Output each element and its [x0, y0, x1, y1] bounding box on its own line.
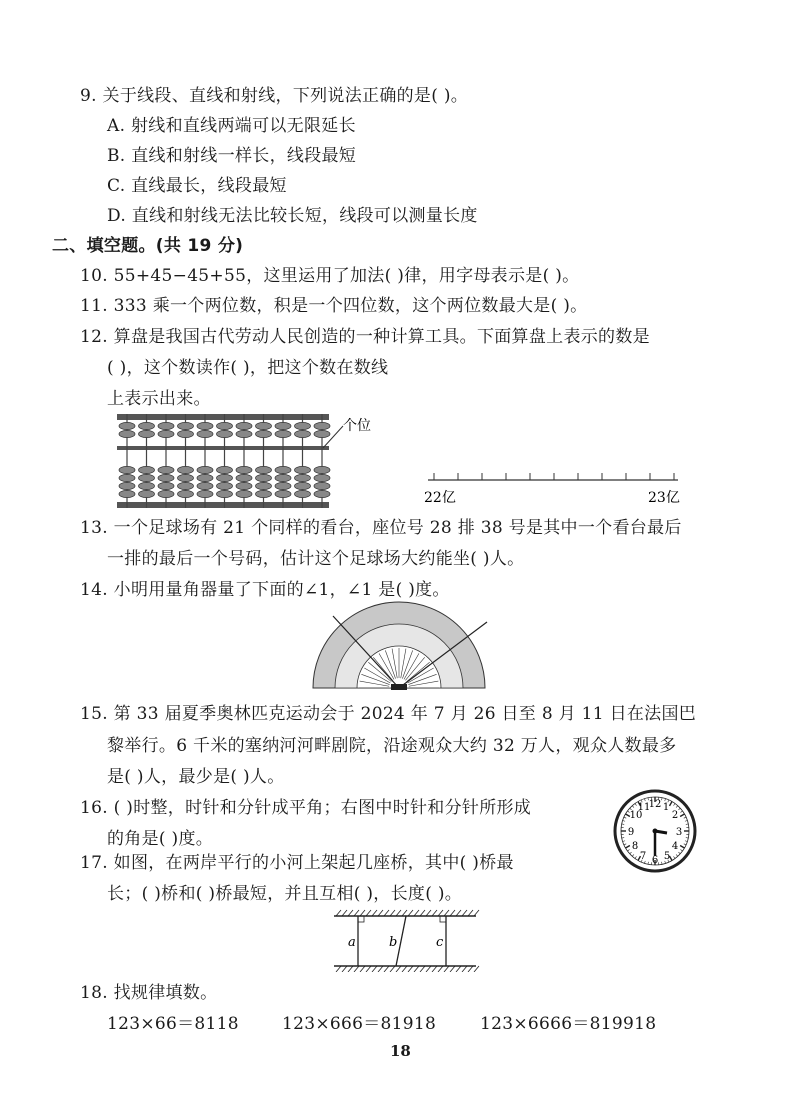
abacus-bead	[119, 422, 135, 429]
abacus-bead	[236, 482, 252, 489]
abacus-bead	[236, 474, 252, 481]
q9-stem: 9. 关于线段、直线和射线，下列说法正确的是( )。	[80, 86, 469, 106]
hatch-mark	[450, 966, 455, 972]
abacus-bead	[139, 474, 155, 481]
abacus-bead	[197, 466, 213, 473]
hatch-mark	[444, 910, 449, 916]
bridge-figure	[330, 908, 480, 972]
abacus-bead	[275, 482, 291, 489]
abacus-bead	[139, 422, 155, 429]
page-number: 18	[390, 1042, 411, 1060]
abacus-bead	[119, 430, 135, 437]
hatch-mark	[456, 966, 461, 972]
abacus-bead	[314, 430, 330, 437]
svg-text:3: 3	[675, 827, 683, 838]
abacus-bead	[236, 466, 252, 473]
abacus-bead	[275, 466, 291, 473]
hatch-mark	[408, 966, 413, 972]
abacus-bead	[256, 430, 272, 437]
hatch-mark	[336, 966, 341, 972]
svg-text:9: 9	[627, 827, 635, 838]
hatch-mark	[390, 966, 395, 972]
abacus-bead	[314, 474, 330, 481]
abacus-bead	[295, 482, 311, 489]
hatch-mark	[384, 966, 389, 972]
abacus-bead	[236, 490, 252, 497]
abacus-bead	[314, 482, 330, 489]
q17-line-1: 17. 如图，在两岸平行的小河上架起几座桥，其中( )桥最	[80, 853, 514, 873]
q11: 11. 333 乘一个两位数，积是一个四位数，这个两位数最大是( )。	[80, 296, 588, 316]
abacus-bead	[217, 474, 233, 481]
abacus-bead	[158, 482, 174, 489]
abacus-bead	[178, 422, 194, 429]
hatch-mark	[450, 910, 455, 916]
hatch-mark	[444, 966, 449, 972]
abacus-bead	[178, 466, 194, 473]
q12-line-2: ( )，这个数读作( )，把这个数在数线	[107, 358, 389, 378]
abacus-bead	[256, 474, 272, 481]
hatch-mark	[366, 910, 371, 916]
abacus-bead	[217, 482, 233, 489]
svg-text:1: 1	[662, 802, 670, 813]
q9-option-a: A. 射线和直线两端可以无限延长	[107, 116, 356, 136]
hatch-mark	[396, 966, 401, 972]
q15-line-2: 黎举行。6 千米的塞纳河河畔剧院，沿途观众大约 32 万人，观众人数最多	[107, 736, 677, 756]
hatch-mark	[354, 910, 359, 916]
abacus-bead	[158, 474, 174, 481]
number-line-right-label: 23亿	[648, 490, 680, 506]
abacus-bead	[178, 490, 194, 497]
q16-line-1: 16. ( )时整，时针和分针成平角；右图中时针和分针所形成	[80, 798, 532, 818]
svg-text:8: 8	[631, 841, 639, 852]
hatch-mark	[372, 910, 377, 916]
abacus-bead	[236, 422, 252, 429]
q10: 10. 55+45−45+55，这里运用了加法( )律，用字母表示是( )。	[80, 266, 580, 286]
hatch-mark	[366, 966, 371, 972]
hatch-mark	[462, 910, 467, 916]
abacus-bead	[217, 422, 233, 429]
clock-figure	[612, 788, 698, 874]
abacus-bead	[139, 490, 155, 497]
svg-text:12: 12	[648, 799, 662, 810]
hatch-mark	[438, 966, 443, 972]
hatch-mark	[414, 966, 419, 972]
hatch-mark	[390, 910, 395, 916]
abacus-bead	[295, 490, 311, 497]
hatch-mark	[414, 910, 419, 916]
q15-line-1: 15. 第 33 届夏季奥林匹克运动会于 2024 年 7 月 26 日至 8 月 11 日在法国巴	[80, 704, 697, 724]
abacus-bead	[158, 430, 174, 437]
abacus-bead	[314, 490, 330, 497]
hatch-mark	[426, 910, 431, 916]
q14: 14. 小明用量角器量了下面的∠1，∠1 是( )度。	[80, 580, 450, 600]
hatch-mark	[408, 910, 413, 916]
q9-option-d: D. 直线和射线无法比较长短，线段可以测量长度	[107, 206, 478, 226]
hatch-mark	[474, 910, 479, 916]
hatch-mark	[336, 910, 341, 916]
hatch-mark	[426, 966, 431, 972]
abacus-bead	[197, 474, 213, 481]
abacus-bead	[295, 466, 311, 473]
hatch-mark	[432, 910, 437, 916]
abacus-bead	[197, 482, 213, 489]
abacus-bead	[217, 466, 233, 473]
q13-line-2: 一排的最后一个号码，估计这个足球场大约能坐( )人。	[107, 549, 525, 569]
q16-line-2: 的角是( )度。	[107, 829, 214, 849]
hatch-mark	[360, 966, 365, 972]
abacus-bead	[275, 490, 291, 497]
abacus-bead	[119, 490, 135, 497]
hatch-mark	[402, 910, 407, 916]
q12-line-3: 上表示出来。	[107, 389, 211, 409]
hatch-mark	[468, 910, 473, 916]
abacus-ones-label: 个位	[343, 418, 371, 434]
hatch-mark	[378, 910, 383, 916]
svg-text:11: 11	[637, 802, 651, 813]
svg-text:10: 10	[629, 810, 643, 821]
abacus-bead	[139, 430, 155, 437]
abacus-bead	[295, 474, 311, 481]
abacus-bead	[197, 430, 213, 437]
hatch-mark	[342, 910, 347, 916]
hatch-mark	[342, 966, 347, 972]
abacus-bead	[197, 422, 213, 429]
hatch-mark	[372, 966, 377, 972]
abacus-beads	[117, 414, 330, 508]
abacus-bead	[256, 490, 272, 497]
hatch-mark	[474, 966, 479, 972]
abacus-bead	[275, 430, 291, 437]
protractor-figure	[305, 600, 505, 695]
abacus-bead	[158, 466, 174, 473]
svg-text:5: 5	[663, 851, 671, 862]
abacus-bead	[119, 466, 135, 473]
abacus-bead	[139, 466, 155, 473]
svg-text:2: 2	[671, 810, 679, 821]
abacus-figure	[115, 412, 380, 512]
q9-option-b: B. 直线和射线一样长，线段最短	[107, 146, 357, 166]
abacus-bead	[295, 422, 311, 429]
hatch-mark	[354, 966, 359, 972]
hatch-mark	[462, 966, 467, 972]
abacus-bead	[217, 490, 233, 497]
abacus-bead	[217, 430, 233, 437]
hatch-mark	[384, 910, 389, 916]
abacus-bead	[178, 482, 194, 489]
bridge-label-b: b	[389, 935, 398, 950]
abacus-bead	[197, 490, 213, 497]
abacus-bead	[256, 422, 272, 429]
abacus-bead	[158, 422, 174, 429]
svg-text:7: 7	[639, 851, 647, 862]
q18-equation-1: 123×66＝8118	[107, 1014, 239, 1034]
hatch-mark	[456, 910, 461, 916]
abacus-bead	[314, 466, 330, 473]
abacus-bead	[256, 482, 272, 489]
q18-equation-3: 123×6666＝819918	[480, 1014, 657, 1034]
hatch-mark	[438, 910, 443, 916]
hatch-mark	[420, 966, 425, 972]
hatch-mark	[420, 910, 425, 916]
section-2-heading: 二、填空题。(共 19 分)	[52, 236, 244, 256]
svg-text:6: 6	[651, 855, 659, 866]
abacus-bead	[314, 422, 330, 429]
hatch-mark	[360, 910, 365, 916]
q13-line-1: 13. 一个足球场有 21 个同样的看台，座位号 28 排 38 号是其中一个看台最后	[80, 518, 682, 538]
q18-equation-2: 123×666＝81918	[282, 1014, 437, 1034]
q15-line-3: 是( )人，最少是( )人。	[107, 767, 285, 787]
bridge-label-a: a	[348, 935, 356, 950]
number-line	[420, 470, 690, 510]
hatch-mark	[468, 966, 473, 972]
hatch-mark	[396, 910, 401, 916]
abacus-bead	[275, 474, 291, 481]
abacus-bead	[256, 466, 272, 473]
hatch-mark	[432, 966, 437, 972]
hatch-mark	[378, 966, 383, 972]
abacus-bead	[119, 482, 135, 489]
abacus-bead	[236, 430, 252, 437]
abacus-bead	[275, 422, 291, 429]
abacus-bead	[158, 490, 174, 497]
abacus-bead	[178, 430, 194, 437]
bridge-label-c: c	[436, 935, 444, 950]
q17-line-2: 长；( )桥和( )桥最短，并且互相( )，长度( )。	[107, 884, 463, 904]
abacus-bead	[119, 474, 135, 481]
svg-text:4: 4	[671, 841, 679, 852]
number-line-left-label: 22亿	[424, 490, 456, 506]
hatch-mark	[402, 966, 407, 972]
abacus-bead	[178, 474, 194, 481]
q9-option-c: C. 直线最长，线段最短	[107, 176, 287, 196]
q12-line-1: 12. 算盘是我国古代劳动人民创造的一种计算工具。下面算盘上表示的数是	[80, 327, 650, 347]
hatch-mark	[348, 966, 353, 972]
number-line-ticks	[434, 473, 674, 480]
q18-stem: 18. 找规律填数。	[80, 983, 218, 1003]
abacus-bead	[139, 482, 155, 489]
hatch-mark	[348, 910, 353, 916]
abacus-bead	[295, 430, 311, 437]
